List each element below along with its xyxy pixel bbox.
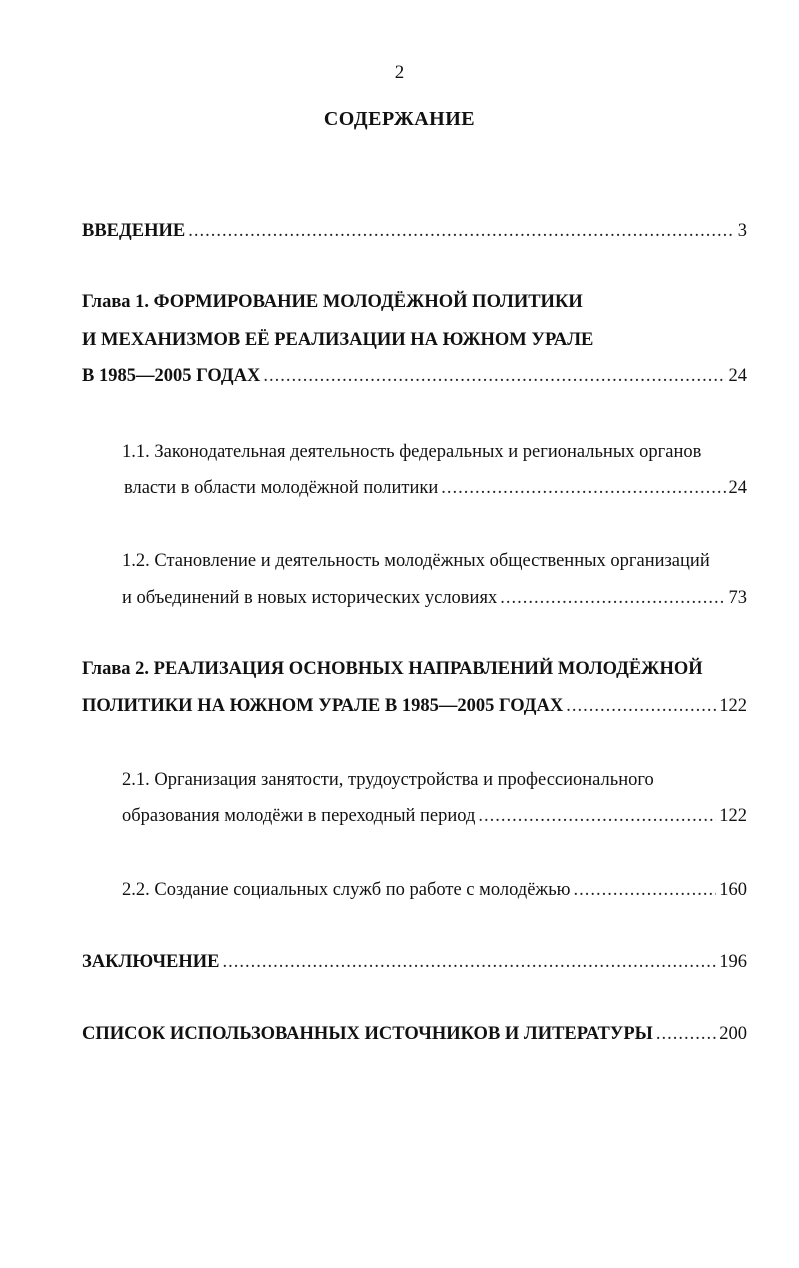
dot-leader (441, 476, 725, 500)
toc-chapter-1-line-3[interactable] (82, 364, 747, 388)
toc-entry-page: 200 (719, 1024, 747, 1044)
toc-entry-page: 122 (719, 696, 747, 716)
toc-chapter-1-line-2[interactable]: И МЕХАНИЗМОВ ЕЁ РЕАЛИЗАЦИИ НА ЮЖНОМ УРАЛЕ (82, 330, 594, 350)
toc-section-1-1-line-1[interactable]: 1.1. Законодательная деятельность федеральных и региональных органов (122, 442, 702, 462)
toc-entry-sources[interactable] (82, 1022, 747, 1046)
toc-section-2-2[interactable] (122, 878, 747, 902)
toc-section-1-2-line-1[interactable]: 1.2. Становление и деятельность молодёжных общественных организаций (122, 551, 710, 571)
toc-entry-title: СПИСОК ИСПОЛЬЗОВАННЫХ ИСТОЧНИКОВ И ЛИТЕРАТУРЫ (82, 1024, 653, 1044)
page-title: СОДЕРЖАНИЕ (323, 108, 476, 130)
toc-entry-title: ЗАКЛЮЧЕНИЕ (82, 952, 220, 972)
toc-section-2-1-line-2[interactable] (122, 804, 747, 828)
toc-entry-conclusion[interactable] (82, 950, 747, 974)
toc-entry-title: и объединений в новых исторических условиях (122, 588, 498, 608)
toc-chapter-2-line-2[interactable] (82, 694, 747, 718)
toc-entry-page: 24 (728, 366, 747, 386)
dot-leader (223, 950, 717, 974)
toc-chapter-2-line-1[interactable]: Глава 2. РЕАЛИЗАЦИЯ ОСНОВНЫХ НАПРАВЛЕНИЙ МОЛОДЁЖНОЙ (82, 659, 703, 679)
dot-leader (263, 364, 725, 388)
dot-leader (656, 1022, 716, 1046)
toc-entry-page: 160 (719, 880, 747, 900)
toc-entry-title: В 1985—2005 ГОДАХ (82, 366, 261, 386)
toc-entry-page: 24 (728, 478, 747, 498)
page-number: 2 (394, 62, 405, 83)
toc-entry-page: 196 (719, 952, 747, 972)
toc-entry-page: 122 (719, 806, 747, 826)
toc-entry-title: ВВЕДЕНИЕ (82, 221, 186, 241)
toc-entry-page: 73 (728, 588, 747, 608)
toc-entry-introduction[interactable] (82, 219, 747, 243)
dot-leader (573, 878, 716, 902)
toc-entry-title: образования молодёжи в переходный период (122, 806, 476, 826)
toc-section-1-1-line-2[interactable] (124, 476, 747, 500)
toc-entry-title: власти в области молодёжной политики (124, 478, 439, 498)
dot-leader (188, 219, 735, 243)
toc-entry-title: 2.2. Создание социальных служб по работе с молодёжью (122, 880, 571, 900)
toc-section-2-1-line-1[interactable]: 2.1. Организация занятости, трудоустройства и профессионального (122, 770, 654, 790)
dot-leader (566, 694, 716, 718)
dot-leader (478, 804, 716, 828)
dot-leader (500, 586, 725, 610)
toc-entry-title: ПОЛИТИКИ НА ЮЖНОМ УРАЛЕ В 1985—2005 ГОДАХ (82, 696, 564, 716)
toc-chapter-1-line-1[interactable]: Глава 1. ФОРМИРОВАНИЕ МОЛОДЁЖНОЙ ПОЛИТИКИ (82, 292, 583, 312)
toc-entry-page: 3 (737, 221, 747, 241)
toc-section-1-2-line-2[interactable] (122, 586, 747, 610)
